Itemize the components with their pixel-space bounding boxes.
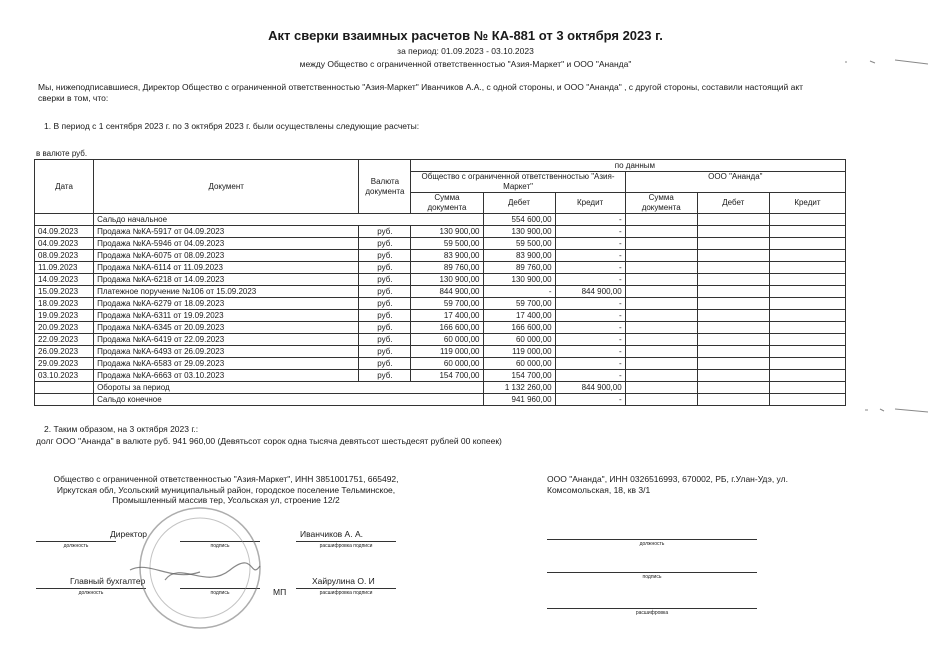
row-document: Продажа №КА-6075 от 08.09.2023 (94, 250, 359, 262)
row-document: Продажа №КА-6583 от 29.09.2023 (94, 358, 359, 370)
cap-position-1: должность (63, 543, 89, 549)
currency-note: в валюте руб. (36, 149, 88, 158)
cap-signature-1: подпись (210, 543, 230, 549)
section-2: 2. Таким образом, на 3 октября 2023 г.: (44, 424, 199, 434)
row-document: Продажа №КА-6114 от 11.09.2023 (94, 262, 359, 274)
cap-position-2: должность (78, 590, 104, 596)
debt-line: долг ООО "Ананда" в валюте руб. 941 960,00 (Девятьсот сорок одна тысяча девятьсот шестьдесят рублей 00 копеек) (36, 436, 502, 446)
opening-label: Сальдо начальное (94, 214, 483, 226)
row-sum: 130 900,00 (411, 226, 483, 238)
row-date: 19.09.2023 (35, 310, 94, 322)
row-date: 18.09.2023 (35, 298, 94, 310)
mp-label: МП (273, 587, 287, 597)
header-credit-2: Кредит (769, 193, 845, 214)
row-debit: 166 600,00 (483, 322, 555, 334)
row-debit: 60 000,00 (483, 334, 555, 346)
r-cap-signature: подпись (642, 574, 662, 580)
row-document: Продажа №КА-6311 от 19.09.2023 (94, 310, 359, 322)
table-row (35, 226, 846, 238)
table-row (35, 322, 846, 334)
header-credit-1: Кредит (555, 193, 625, 214)
closing-balance-row-label: Сальдо конечное (94, 394, 483, 406)
row-document: Продажа №КА-6345 от 20.09.2023 (94, 322, 359, 334)
closing-balance-row-debit: 941 960,00 (483, 394, 555, 406)
row-debit: 130 900,00 (483, 274, 555, 286)
header-party-2: ООО "Ананда" (625, 172, 845, 193)
row-credit: - (555, 226, 625, 238)
row-currency: руб. (359, 298, 411, 310)
row-currency: руб. (359, 322, 411, 334)
row-sum: 166 600,00 (411, 322, 483, 334)
row-document: Продажа №КА-6663 от 03.10.2023 (94, 370, 359, 382)
closing-balance-row (35, 394, 846, 406)
header-document: Документ (94, 160, 359, 214)
row-date: 20.09.2023 (35, 322, 94, 334)
table-row (35, 346, 846, 358)
company-stamp-icon (110, 500, 290, 630)
row-debit: - (483, 286, 555, 298)
row-credit: - (555, 274, 625, 286)
row-credit: - (555, 262, 625, 274)
row-date: 04.09.2023 (35, 238, 94, 250)
row-document: Продажа №КА-6218 от 14.09.2023 (94, 274, 359, 286)
header-currency: Валюта документа (359, 160, 411, 214)
row-currency: руб. (359, 226, 411, 238)
table-row (35, 298, 846, 310)
row-credit: - (555, 322, 625, 334)
row-debit: 89 760,00 (483, 262, 555, 274)
r-cap-position: должность (639, 541, 665, 547)
row-credit: - (555, 238, 625, 250)
table-row (35, 310, 846, 322)
row-sum: 89 760,00 (411, 262, 483, 274)
opening-balance-row (35, 214, 846, 226)
row-debit: 60 000,00 (483, 358, 555, 370)
row-date: 11.09.2023 (35, 262, 94, 274)
row-debit: 17 400,00 (483, 310, 555, 322)
turnover-row-label: Обороты за период (94, 382, 483, 394)
row-document: Продажа №КА-6493 от 26.09.2023 (94, 346, 359, 358)
row-currency: руб. (359, 310, 411, 322)
row-document: Продажа №КА-6279 от 18.09.2023 (94, 298, 359, 310)
header-sum-2: Сумма документа (625, 193, 697, 214)
row-debit: 154 700,00 (483, 370, 555, 382)
opening-credit: - (555, 214, 625, 226)
row-document: Продажа №КА-6419 от 22.09.2023 (94, 334, 359, 346)
row-sum: 60 000,00 (411, 358, 483, 370)
row-credit: - (555, 370, 625, 382)
r-cap-decode: расшифровка (635, 610, 669, 616)
row-sum: 59 500,00 (411, 238, 483, 250)
table-row (35, 286, 846, 298)
row-sum: 60 000,00 (411, 334, 483, 346)
document-title: Акт сверки взаимных расчетов № КА-881 от 3 октября 2023 г. (268, 28, 663, 43)
row-currency: руб. (359, 370, 411, 382)
closing-balance-row-credit: - (555, 394, 625, 406)
header-debit-2: Дебет (697, 193, 769, 214)
row-sum: 154 700,00 (411, 370, 483, 382)
row-debit: 59 500,00 (483, 238, 555, 250)
header-date: Дата (35, 160, 94, 214)
intro-paragraph: Мы, нижеподписавшиеся, Директор Общество с ограниченной ответственностью "Азия-Маркет" Иванчиков А.А., с одной стороны, и ООО "Ананда" , с другой стороны, составили настоящий акт сверки в том, что: (38, 82, 804, 103)
row-currency: руб. (359, 262, 411, 274)
right-party-details: ООО "Ананда", ИНН 0326516993, 670002, РБ, г.Улан-Удэ, ул. Комсомольская, 18, кв 3/1 (547, 474, 788, 495)
header-sum-1: Сумма документа (411, 193, 483, 214)
cap-decode-2: расшифровка подписи (319, 590, 373, 596)
opening-debit: 554 600,00 (483, 214, 555, 226)
parties-line: между Общество с ограниченной ответственностью "Азия-Маркет" и ООО "Ананда" (299, 59, 632, 69)
director-name: Иванчиков А. А. (300, 529, 363, 539)
row-sum: 844 900,00 (411, 286, 483, 298)
row-credit: - (555, 250, 625, 262)
row-debit: 130 900,00 (483, 226, 555, 238)
row-credit: 844 900,00 (555, 286, 625, 298)
scan-artifact-icon (840, 52, 930, 72)
table-row (35, 358, 846, 370)
table-row (35, 274, 846, 286)
header-by-data: по данным (411, 160, 846, 172)
header-party-1: Общество с ограниченной ответственностью "Азия-Маркет" (411, 172, 625, 193)
row-currency: руб. (359, 346, 411, 358)
row-credit: - (555, 310, 625, 322)
section-1: 1. В период с 1 сентября 2023 г. по 3 октября 2023 г. были осуществлены следующие расчеты: (44, 121, 420, 131)
table-row (35, 262, 846, 274)
row-document: Платежное поручение №106 от 15.09.2023 (94, 286, 359, 298)
header-debit-1: Дебет (483, 193, 555, 214)
reconciliation-table (34, 159, 846, 406)
row-sum: 59 700,00 (411, 298, 483, 310)
table-row (35, 334, 846, 346)
row-debit: 119 000,00 (483, 346, 555, 358)
scan-artifact-icon-2 (860, 400, 930, 420)
cap-signature-2: подпись (210, 590, 230, 596)
row-currency: руб. (359, 286, 411, 298)
row-date: 08.09.2023 (35, 250, 94, 262)
row-date: 04.09.2023 (35, 226, 94, 238)
row-credit: - (555, 358, 625, 370)
turnover-row-debit: 1 132 260,00 (483, 382, 555, 394)
row-sum: 83 900,00 (411, 250, 483, 262)
row-date: 26.09.2023 (35, 346, 94, 358)
turnover-row-credit: 844 900,00 (555, 382, 625, 394)
row-credit: - (555, 334, 625, 346)
row-debit: 83 900,00 (483, 250, 555, 262)
row-document: Продажа №КА-5917 от 04.09.2023 (94, 226, 359, 238)
table-row (35, 250, 846, 262)
row-credit: - (555, 298, 625, 310)
period-line: за период: 01.09.2023 - 03.10.2023 (397, 46, 534, 56)
row-sum: 17 400,00 (411, 310, 483, 322)
table-row (35, 370, 846, 382)
director-label: Директор (110, 529, 148, 539)
row-currency: руб. (359, 250, 411, 262)
accountant-name: Хайрулина О. И (312, 576, 375, 586)
cap-decode-1: расшифровка подписи (319, 543, 373, 549)
row-currency: руб. (359, 238, 411, 250)
row-debit: 59 700,00 (483, 298, 555, 310)
row-date: 22.09.2023 (35, 334, 94, 346)
row-date: 29.09.2023 (35, 358, 94, 370)
row-credit: - (555, 346, 625, 358)
row-date: 03.10.2023 (35, 370, 94, 382)
row-date: 14.09.2023 (35, 274, 94, 286)
row-sum: 130 900,00 (411, 274, 483, 286)
row-date: 15.09.2023 (35, 286, 94, 298)
row-currency: руб. (359, 274, 411, 286)
row-document: Продажа №КА-5946 от 04.09.2023 (94, 238, 359, 250)
row-currency: руб. (359, 334, 411, 346)
accountant-label: Главный бухгалтер (70, 576, 146, 586)
row-currency: руб. (359, 358, 411, 370)
table-row (35, 238, 846, 250)
left-party-details: Общество с ограниченной ответственностью "Азия-Маркет", ИНН 3851001751, 665492, Иркутская обл, Усольский муниципальный район, городское поселение Тельминское, Промышленный массив тер, Усольская ул, строение 12/2 (53, 474, 399, 505)
turnover-row (35, 382, 846, 394)
row-sum: 119 000,00 (411, 346, 483, 358)
